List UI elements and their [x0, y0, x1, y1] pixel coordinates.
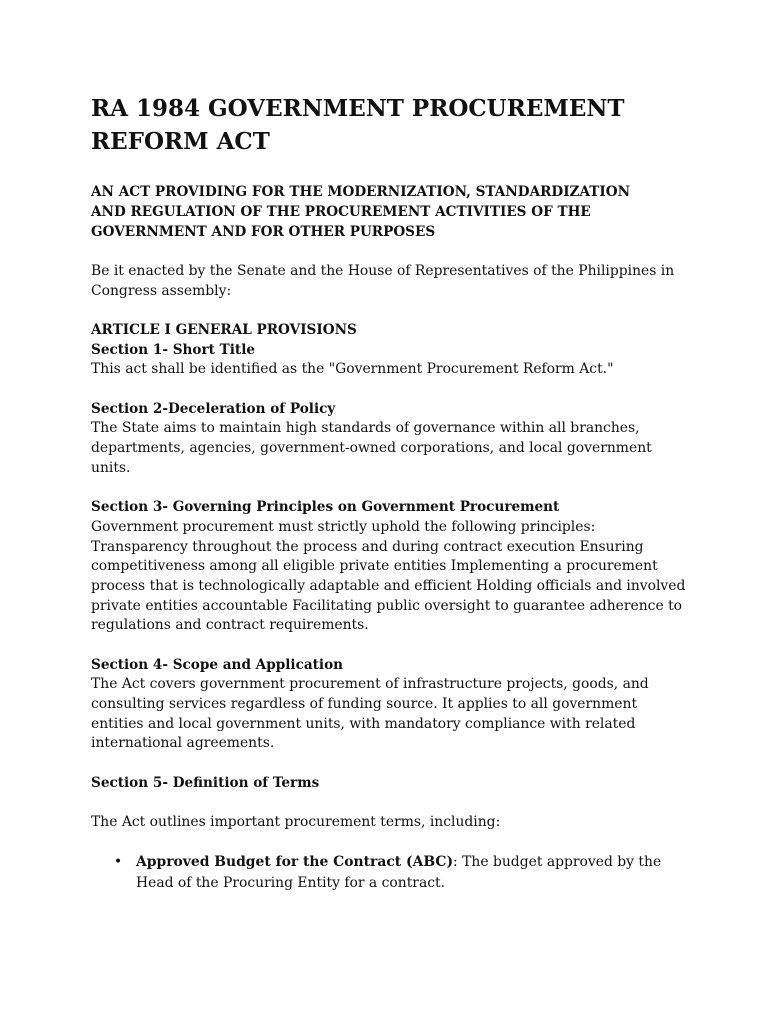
section-body-line: This act shall be identified as the "Government Procurement Reform Act."	[91, 361, 614, 378]
enactment-clause	[91, 262, 708, 301]
section-body-line: competitiveness among all eligible private entities Implementing a procurement	[91, 558, 658, 575]
section-body-line: The Act covers government procurement of infrastructure projects, goods, and	[91, 676, 649, 693]
section-body-line: international agreements.	[91, 735, 275, 752]
section-body	[91, 360, 708, 380]
section-1	[91, 321, 708, 380]
article-heading: ARTICLE I GENERAL PROVISIONS	[91, 322, 357, 338]
term-definition: : The budget approved by the	[453, 854, 662, 871]
term-definition-continued: Head of the Procuring Entity for a contract.	[136, 875, 445, 892]
section-heading: Section 1- Short Title	[91, 341, 256, 358]
section-heading: Section 4- Scope and Application	[91, 656, 344, 673]
section-body-line: regulations and contract requirements.	[91, 617, 369, 634]
document-title	[91, 92, 708, 158]
section-body	[91, 675, 708, 754]
act-subtitle-line: AND REGULATION OF THE PROCUREMENT ACTIVITIES OF THE	[91, 204, 591, 220]
section-body-line: Government procurement must strictly uphold the following principles:	[91, 518, 596, 535]
section-body-line: entities and local government units, with mandatory compliance with related	[91, 715, 636, 732]
section-body-line: The State aims to maintain high standards of governance within all branches,	[91, 420, 640, 437]
section-body-line: units.	[91, 459, 131, 476]
act-subtitle-line: AN ACT PROVIDING FOR THE MODERNIZATION, STANDARDIZATION	[91, 184, 631, 200]
document-title-line: REFORM ACT	[91, 128, 270, 155]
terms-list	[91, 852, 708, 894]
section-body-line: private entities accountable Facilitating public oversight to guarantee adherence to	[91, 597, 683, 614]
act-subtitle	[91, 182, 708, 242]
bullet-icon: •	[114, 854, 123, 871]
term-name: Approved Budget for the Contract (ABC)	[136, 854, 454, 871]
section-5	[91, 774, 708, 794]
act-subtitle-line: GOVERNMENT AND FOR OTHER PURPOSES	[91, 224, 436, 240]
section-heading: Section 5- Definition of Terms	[91, 774, 320, 791]
section-body-line: departments, agencies, government-owned corporations, and local government	[91, 440, 652, 457]
section-heading: Section 2-Deceleration of Policy	[91, 400, 336, 417]
section-2	[91, 400, 708, 479]
section-body	[91, 419, 708, 478]
section-body-line: Transparency throughout the process and during contract execution Ensuring	[91, 538, 644, 555]
enactment-line: Be it enacted by the Senate and the House of Representatives of the Philippines in	[91, 263, 675, 279]
section-heading: Section 3- Governing Principles on Government Procurement	[91, 499, 560, 516]
section-4	[91, 656, 708, 755]
section-body-line: process that is technologically adaptable and efficient Holding officials and involved	[91, 577, 686, 594]
document-title-line: RA 1984 GOVERNMENT PROCUREMENT	[91, 95, 625, 122]
list-item	[91, 852, 708, 894]
section-body	[91, 518, 708, 636]
section-body-line: consulting services regardless of funding source. It applies to all government	[91, 696, 638, 713]
terms-intro: The Act outlines important procurement terms, including:	[91, 814, 501, 831]
section-3	[91, 498, 708, 636]
enactment-line: Congress assembly:	[91, 282, 232, 299]
